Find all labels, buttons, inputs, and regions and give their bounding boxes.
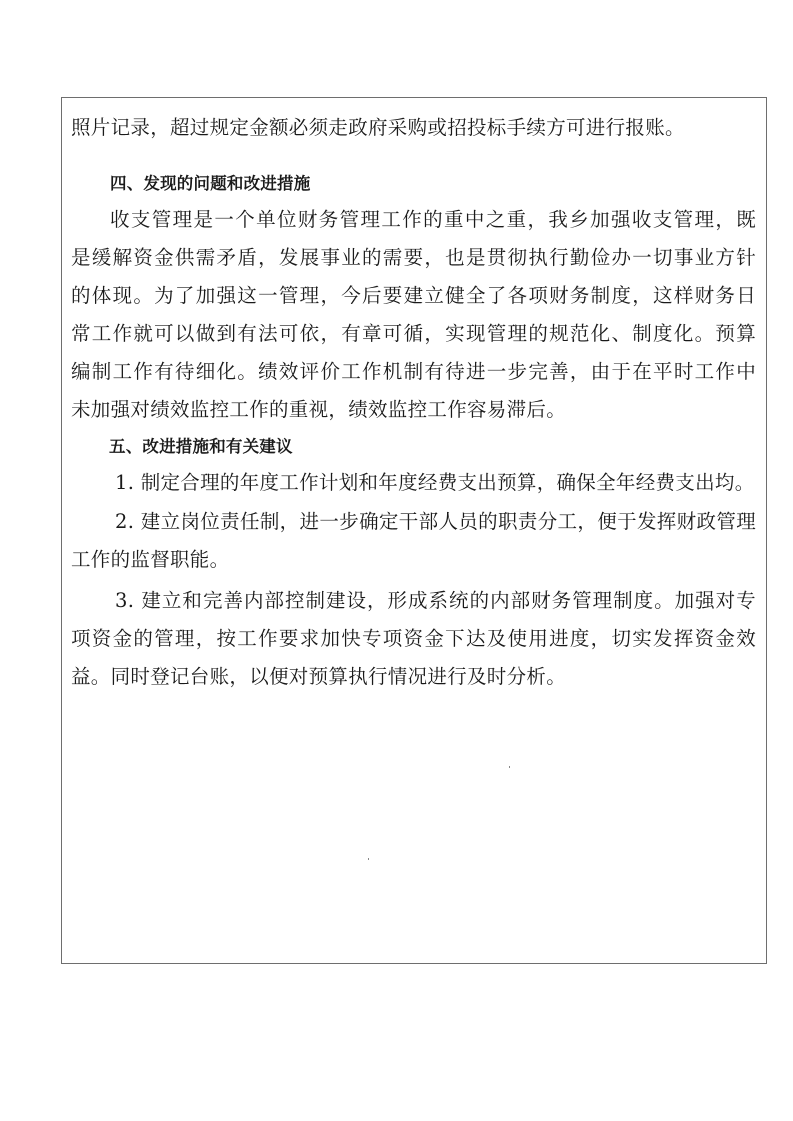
section4-line: 常工作就可以做到有法可依，有章可循，实现管理的规范化、制度化。预算 [71, 322, 756, 345]
section5-item2-line: 工作的监督职能。 [71, 548, 230, 571]
section5-item3-line: 项资金的管理，按工作要求加快专项资金下达及使用进度，切实发挥资金效 [71, 627, 756, 650]
scan-speck [509, 766, 510, 768]
section4-line: 是缓解资金供需矛盾，发展事业的需要，也是贯彻执行勤俭办一切事业方针 [71, 246, 756, 269]
section5-item3-line: 益。同时登记台账，以便对预算执行情况进行及时分析。 [71, 665, 567, 688]
section4-line: 编制工作有待细化。绩效评价工作机制有待进一步完善，由于在平时工作中 [71, 360, 756, 383]
section4-line: 的体现。为了加强这一管理，今后要建立健全了各项财务制度，这样财务日 [71, 284, 756, 307]
scan-speck [368, 858, 369, 860]
document-table-cell [61, 97, 767, 964]
section4-line: 收支管理是一个单位财务管理工作的重中之重，我乡加强收支管理，既 [110, 208, 756, 231]
section5-item3-line: 3. 建立和完善内部控制建设，形成系统的内部财务管理制度。加强对专 [115, 589, 756, 612]
section5-heading: 五、改进措施和有关建议 [109, 437, 293, 456]
intro-line: 照片记录，超过规定金额必须走政府采购或招投标手续方可进行报账。 [71, 116, 685, 139]
section5-item1-line: 1. 制定合理的年度工作计划和年度经费支出预算，确保全年经费支出均。 [115, 471, 755, 494]
section4-heading: 四、发现的问题和改进措施 [110, 174, 311, 193]
section4-line: 未加强对绩效监控工作的重视，绩效监控工作容易滞后。 [71, 398, 567, 421]
section5-item2-line: 2. 建立岗位责任制，进一步确定干部人员的职责分工，便于发挥财政管理 [115, 510, 756, 533]
